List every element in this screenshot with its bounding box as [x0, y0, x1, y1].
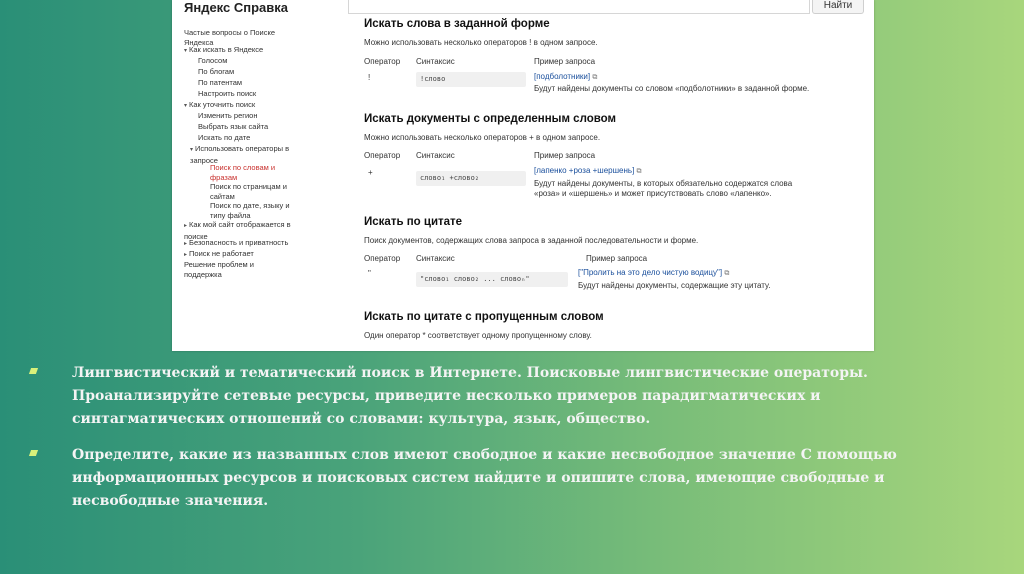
sidebar-item-label: Использовать операторы в запросе	[190, 144, 290, 165]
sidebar-item-pages-sites[interactable]: Поиск по страницам и сайтам	[210, 182, 287, 201]
sidebar-item-how-to-search[interactable]	[184, 45, 263, 57]
syntax-code: !слово	[416, 72, 526, 87]
sidebar-item-security[interactable]	[184, 238, 288, 250]
sidebar-item-patents[interactable]: По патентам	[198, 78, 243, 87]
sidebar-item-voice[interactable]: Голосом	[198, 56, 228, 65]
sidebar-item-words-phrases[interactable]: Поиск по словам и фразам	[210, 163, 276, 182]
section-desc: Можно использовать несколько операторов ! в одном запросе.	[364, 38, 598, 47]
col-operator: Оператор	[364, 254, 401, 263]
example-link[interactable]	[534, 166, 642, 176]
sidebar-item-date[interactable]: Искать по дате	[198, 133, 251, 142]
chevron-right-icon: ▸	[184, 223, 188, 229]
section-title: Искать документы с определенным словом	[364, 113, 617, 125]
find-button[interactable]: Найти	[812, 0, 864, 14]
bullet-text: Лингвистический и тематический поиск в Интернете. Поисковые лингвистические операторы. Проанализируйте сетевые ресурсы, приведите несколько примеров парадигматических и синтагматических отношений со словами: культура, язык, общество.	[72, 365, 868, 427]
example-result: Будут найдены документы, содержащие эту цитату.	[578, 281, 771, 290]
syntax-code: слово₁ +слово₂	[416, 171, 526, 186]
operator-value: +	[368, 168, 373, 177]
bullet-marker-icon	[29, 450, 38, 456]
col-example: Пример запроса	[534, 151, 596, 160]
chevron-right-icon: ▸	[184, 252, 188, 258]
col-example: Пример запроса	[534, 57, 596, 66]
search-input[interactable]	[348, 0, 810, 14]
external-link-icon: ⧉	[636, 168, 642, 175]
chevron-right-icon: ▸	[184, 241, 188, 247]
bullet-marker-icon	[29, 368, 38, 374]
sidebar-item-not-working[interactable]	[184, 249, 254, 261]
example-link[interactable]	[578, 268, 729, 278]
section-desc: Поиск документов, содержащих слова запроса в заданной последовательности и форме.	[364, 236, 699, 245]
chevron-down-icon: ▾	[184, 103, 188, 109]
sidebar-item-settings[interactable]: Настроить поиск	[198, 89, 257, 98]
section-desc: Один оператор * соответствует одному пропущенному слову.	[364, 331, 592, 340]
sidebar-item-refine[interactable]	[184, 100, 255, 112]
external-link-icon: ⧉	[724, 270, 730, 277]
sidebar-item-language[interactable]: Выбрать язык сайта	[198, 122, 269, 131]
sidebar-item-label: Как уточнить поиск	[189, 100, 256, 109]
sidebar-item-faq[interactable]: Частые вопросы о Поиске Яндекса	[184, 28, 275, 47]
col-syntax: Синтаксис	[416, 57, 455, 66]
col-operator: Оператор	[364, 151, 401, 160]
sidebar-item-blogs[interactable]: По блогам	[198, 67, 235, 76]
sidebar-item-operators[interactable]	[190, 144, 308, 165]
col-syntax: Синтаксис	[416, 151, 455, 160]
example-link-text: ["Пролить на это дело чистую водицу"]	[578, 268, 723, 277]
sidebar-item-date-lang-type[interactable]: Поиск по дате, языку и типу файла	[210, 201, 290, 220]
col-operator: Оператор	[364, 57, 401, 66]
sidebar-item-support[interactable]: Решение проблем и поддержка	[184, 260, 254, 279]
col-example: Пример запроса	[586, 254, 648, 263]
chevron-down-icon: ▾	[184, 48, 188, 54]
help-page-screenshot	[172, 0, 874, 351]
syntax-code: "слово₁ слово₂ ... словоₙ"	[416, 272, 568, 287]
example-link[interactable]	[534, 72, 597, 82]
example-link-text: [лапенко +роза +шершень]	[534, 166, 635, 175]
brand-logo[interactable]: Яндекс Справка	[184, 0, 288, 15]
example-result-line-1: Будут найдены документы, в которых обязательно содержатся слова	[534, 179, 793, 188]
col-syntax: Синтаксис	[416, 254, 455, 263]
example-result-line-2: «роза» и «шершень» и может присутствовать слово «лапенко».	[534, 189, 772, 198]
sidebar-item-label: Безопасность и приватность	[189, 238, 289, 247]
bullet-text: Определите, какие из названных слов имеют свободное и какие несвободное значение С помощью информационных ресурсов и поисковых систем найдите и опишите слова, имеющие свободные и несвободные значения.	[72, 447, 897, 509]
sidebar-item-label: Поиск не работает	[189, 249, 254, 258]
example-result: Будут найдены документы со словом «подболотники» в заданной форме.	[534, 84, 810, 93]
operator-value: !	[368, 73, 371, 82]
section-title: Искать по цитате	[364, 216, 463, 228]
example-link-text: [подболотники]	[534, 72, 591, 81]
section-desc: Можно использовать несколько операторов + в одном запросе.	[364, 133, 601, 142]
section-title: Искать слова в заданной форме	[364, 18, 550, 30]
chevron-down-icon: ▾	[190, 147, 194, 153]
sidebar-item-region[interactable]: Изменить регион	[198, 111, 258, 120]
external-link-icon: ⧉	[592, 74, 598, 81]
section-title: Искать по цитате с пропущенным словом	[364, 311, 604, 323]
sidebar-item-label: Как мой сайт отображается в поиске	[184, 220, 291, 241]
sidebar-item-label: Как искать в Яндексе	[189, 45, 264, 54]
operator-value: "	[368, 269, 371, 278]
